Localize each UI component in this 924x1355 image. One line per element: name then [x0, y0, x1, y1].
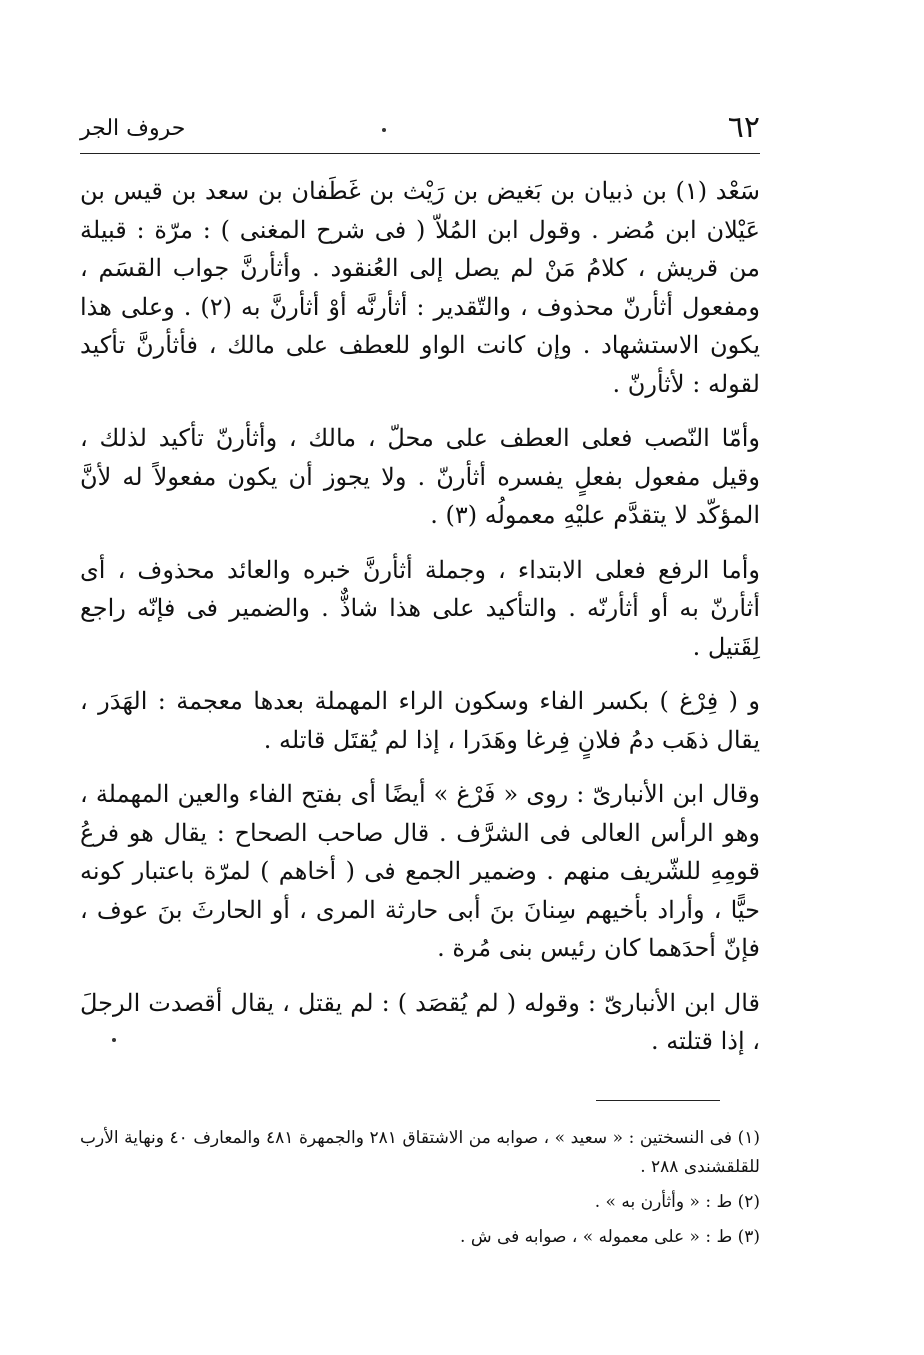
paragraph: وقال ابن الأنبارىّ : روى « فَرْغ » أيضًا أى بفتح الفاء والعين المهملة ، وهو الرأس العالى فى الشرَّف . قال صاحب الصحاح : يقال هو فرعُ قومِهِ للشّريف منهم . وضمير الجمع فى ( أخاهم ) لمرّة باعتبار كونه حيًّا ، وأراد بأخيهم سِنانَ بنَ أبى حارثة المرى ، أو الحارثَ بنَ عوف ، فإنّ أحدَهما كان رئيس بنى مُرة . — [80, 780, 760, 962]
footnote: (٣) ط : « على معموله » ، صوابه فى ش . — [460, 1227, 760, 1247]
paragraph: سَعْد (١) بن ذبيان بن بَغيض بن رَيْث بن غَطَفان بن سعد بن قيس بن عَيْلان ابن مُضر . وقول ابن المُلاّ ( فى شرح المغنى ) : مرّة : قبيلة من قريش ، كلامُ مَنْ لم يصل إلى العُنقود . وأثأرنَّ جواب القسَم ، ومفعول أثأرنّ محذوف ، والتّقدير : أثأرنَّه أوْ أثأرنَّ به (٢) . وعلى هذا يكون الاستشهاد . وإن كانت الواو للعطف على مالك ، فأثأرنَّ تأكيد لقوله : لأثأرنّ . — [80, 177, 761, 398]
paragraph: وأمّا النّصب فعلى العطف على محلّ ، مالك ، وأثأرنّ تأكيد لذلك ، وقيل مفعول بفعلٍ يفسره أثأرنّ . ولا يجوز أن يكون مفعولاً له لأنَّ المؤكّد لا يتقدَّم عليْهِ معمولُه (٣) . — [80, 424, 760, 529]
header-rule — [80, 153, 760, 154]
scan-speck — [382, 128, 386, 132]
scan-speck — [112, 1038, 116, 1042]
main-text — [80, 172, 760, 1077]
footnotes — [80, 1124, 760, 1258]
running-title: حروف الجر — [80, 116, 186, 141]
paragraph: قال ابن الأنبارىّ : وقوله ( لم يُقصَد ) : لم يقتل ، يقال أقصدت الرجلَ ، إذا قتلته . — [80, 988, 760, 1055]
page-number: ٦٢ — [727, 110, 760, 145]
paragraph: وأما الرفع فعلى الابتداء ، وجملة أثأرنَّ خبره والعائد محذوف ، أى أثأرنّ به أو أثأرنّه . والتأكيد على هذا شاذٌّ . والضمير فى فإنّه راجع لِقَتيل . — [80, 555, 760, 661]
footnote: (١) فى النسختين : « سعيد » ، صوابه من الاشتقاق ٢٨١ والجمهرة ٤٨١ والمعارف ٤٠ ونهاية الأرب للقلقشندى ٢٨٨ . — [80, 1128, 760, 1177]
page-header — [80, 110, 760, 150]
paragraph: و ( فِرْغ ) بكسر الفاء وسكون الراء المهملة بعدها معجمة : الهَدَر ، يقال ذهَب دمُ فلانٍ فِرغا وهَدَرا ، إذا لم يُقتَل قاتله . — [80, 687, 760, 754]
footnote: (٢) ط : « وأثأرن به » . — [594, 1192, 760, 1212]
footnote-rule — [596, 1100, 720, 1101]
